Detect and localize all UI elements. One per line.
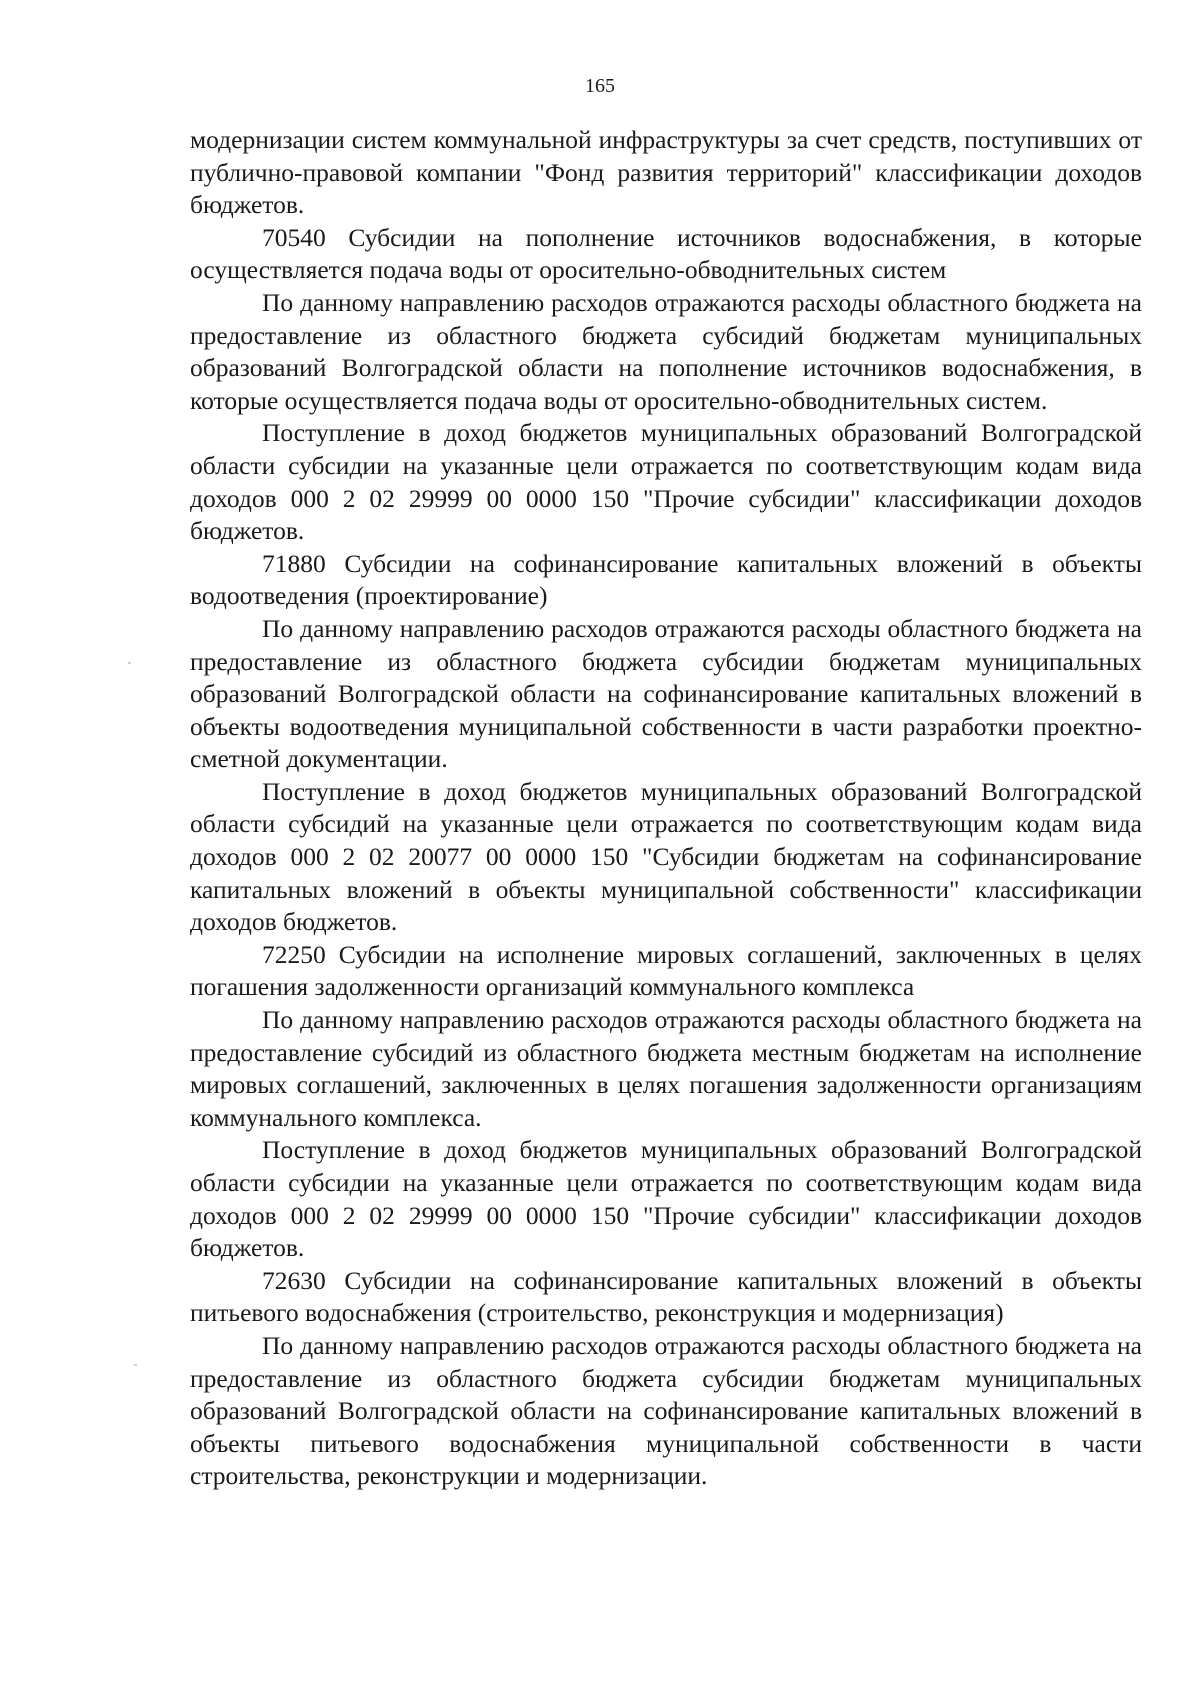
page-number: 165 <box>585 75 615 97</box>
section-heading: 72630 Субсидии на софинансирование капитальных вложений в объекты питьевого водоснабжения (строительство, реконструкция и модернизация) <box>190 1265 1142 1328</box>
body-text <box>190 124 1142 1493</box>
paragraph: Поступление в доход бюджетов муниципальных образований Волгоградской области субсидий на указанные цели отражается по соответствующим кодам вида доходов 000 2 02 20077 00 0000 150 "Субсидии бюджетам на софинансирование капитальных вложений в объекты муниципальной собственности" классификации доходов бюджетов. <box>190 776 1142 937</box>
paragraph: Поступление в доход бюджетов муниципальных образований Волгоградской области субсидии на указанные цели отражается по соответствующим кодам вида доходов 000 2 02 29999 00 0000 150 "Прочие субсидии" классификации доходов бюджетов. <box>190 1135 1142 1263</box>
paragraph: По данному направлению расходов отражаются расходы областного бюджета на предоставление из областного бюджета субсидии бюджетам муниципальных образований Волгоградской области на софинансирование капитальных вложений в объекты водоотведения муниципальной собственности в части разработки проектно-сметной документации. <box>190 613 1142 774</box>
scan-speck <box>128 662 131 664</box>
scan-speck <box>134 1364 137 1366</box>
paragraph: Поступление в доход бюджетов муниципальных образований Волгоградской области субсидии на указанные цели отражается по соответствующим кодам вида доходов 000 2 02 29999 00 0000 150 "Прочие субсидии" классификации доходов бюджетов. <box>190 418 1142 546</box>
section-heading: 70540 Субсидии на пополнение источников водоснабжения, в которые осуществляется подача воды от оросительно-обводнительных систем <box>190 222 1142 285</box>
section-heading: 71880 Субсидии на софинансирование капитальных вложений в объекты водоотведения (проектирование) <box>190 548 1142 611</box>
paragraph: По данному направлению расходов отражаются расходы областного бюджета на предоставление субсидий из областного бюджета местным бюджетам на исполнение мировых соглашений, заключенных в целях погашения задолженности организациям коммунального комплекса. <box>190 1005 1142 1132</box>
section-heading: 72250 Субсидии на исполнение мировых соглашений, заключенных в целях погашения задолженности организаций коммунального комплекса <box>190 939 1142 1002</box>
paragraph: модернизации систем коммунальной инфраструктуры за счет средств, поступивших от публично-правовой компании "Фонд развития территорий" классификации доходов бюджетов. <box>190 125 1142 220</box>
paragraph: По данному направлению расходов отражаются расходы областного бюджета на предоставление из областного бюджета субсидии бюджетам муниципальных образований Волгоградской области на софинансирование капитальных вложений в объекты питьевого водоснабжения муниципальной собственности в части строительства, реконструкции и модернизации. <box>190 1330 1142 1491</box>
paragraph: По данному направлению расходов отражаются расходы областного бюджета на предоставление из областного бюджета субсидий бюджетам муниципальных образований Волгоградской области на пополнение источников водоснабжения, в которые осуществляется подача воды от оросительно-обводнительных систем. <box>190 287 1142 415</box>
